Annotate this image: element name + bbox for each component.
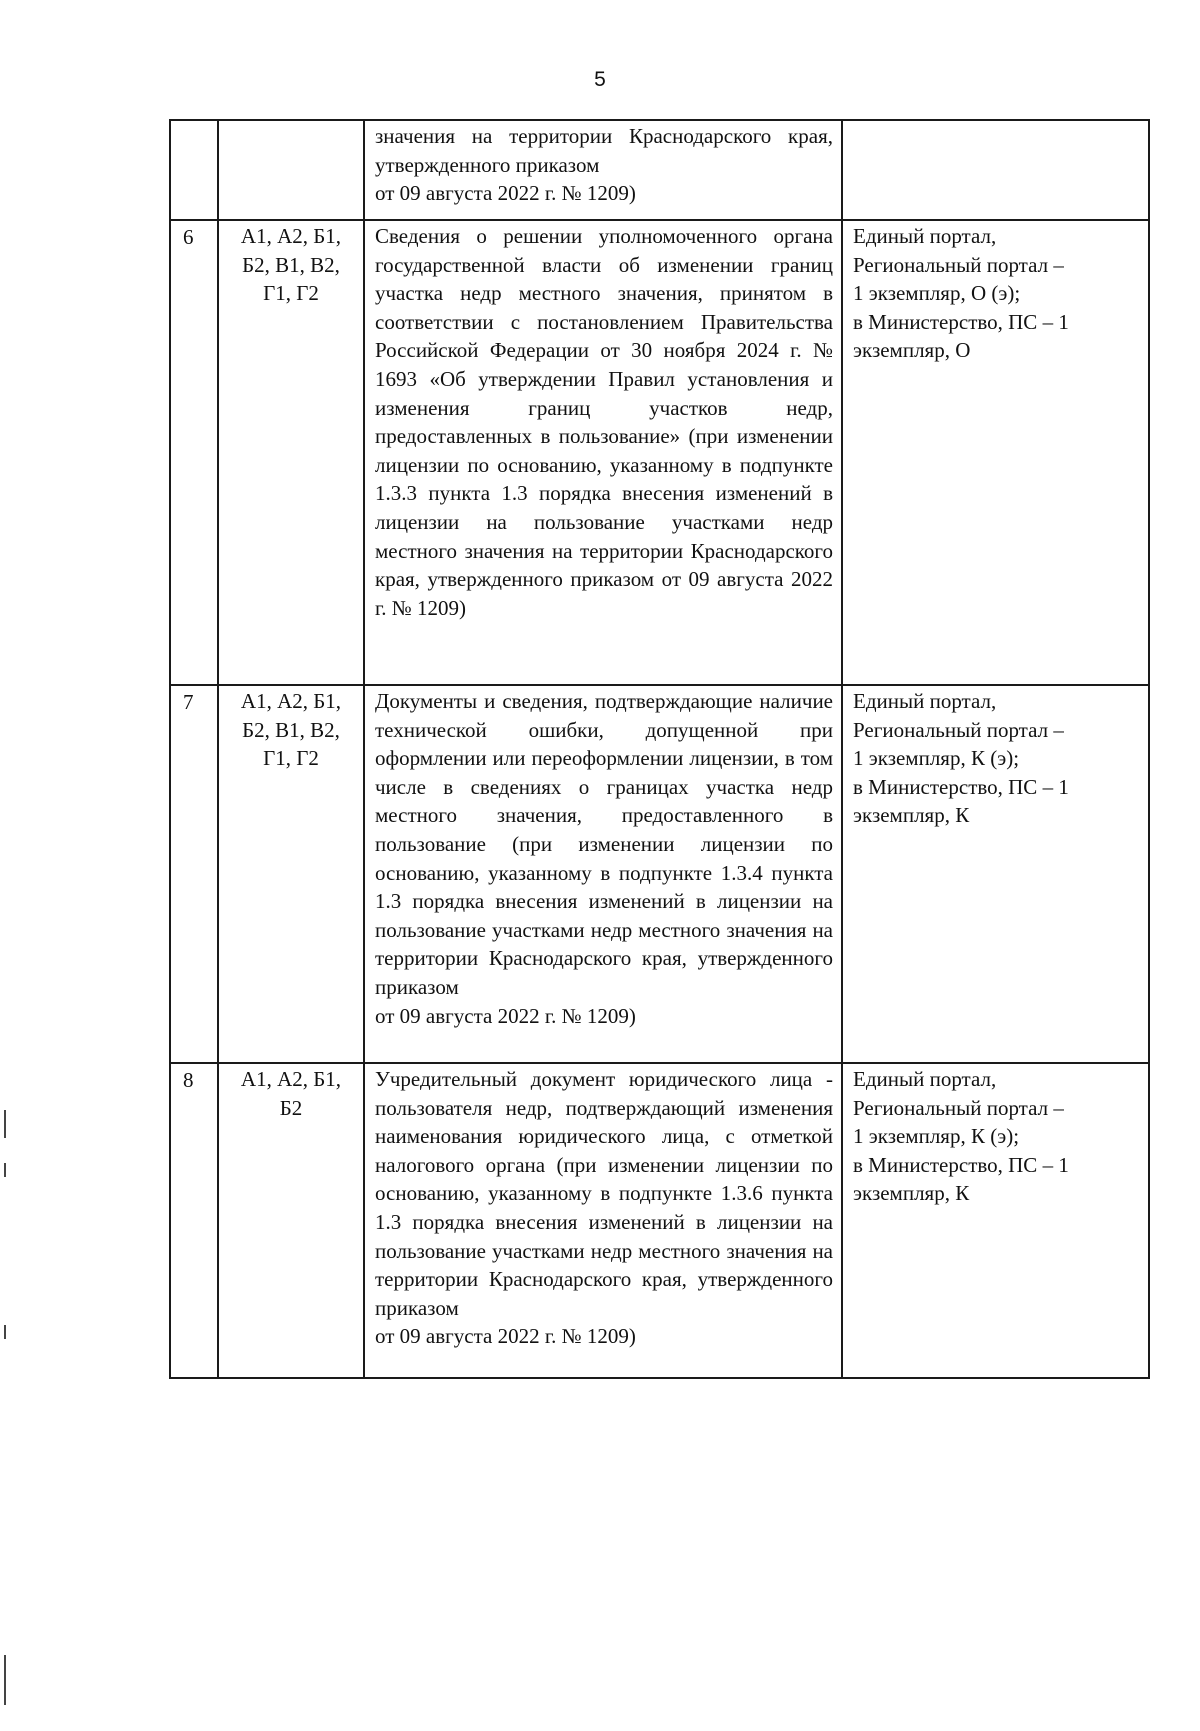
applicant-code-line: Г1, Г2 [263,746,319,771]
scan-margin-mark [4,1655,6,1705]
row-number-cell: 7 [170,685,218,1063]
scan-margin-mark [4,1110,6,1138]
submission-line: экземпляр, К [853,1181,970,1206]
document-table [169,119,1150,1379]
submission-line: Региональный портал – [853,1095,1064,1120]
table-row [170,120,1149,220]
table-body [170,120,1149,1378]
applicant-codes-cell [218,220,364,685]
table-row [170,220,1149,685]
applicant-code-line: Б2, В1, В2, [242,717,340,742]
submission-line: Единый портал, [853,1067,997,1091]
submission-line: экземпляр, О [853,338,971,363]
applicant-code-line: А1, А2, Б1, [240,1067,342,1091]
applicant-code-line: А1, А2, Б1, [240,224,342,248]
description-paragraph: Документы и сведения, подтверждающие наличие технической ошибки, допущенной при оформлении или переоформлении лицензии, в том числе в сведениях о границах участка недр местного значения, предоставленного в пользование (при изменении лицензии по основанию, указанному в подпункте 1.3.4 пункта 1.3 порядка внесения изменений в лицензии на пользование участками недр местного значения на территории Краснодарского края, утвержденного приказом [375,689,833,999]
row-number-cell: 6 [170,220,218,685]
document-description-cell [364,120,842,220]
description-paragraph: значения на территории Краснодарского края, утвержденного приказом [375,124,833,177]
submission-method-cell [842,685,1149,1063]
submission-line: Региональный портал – [853,252,1064,277]
applicant-code-line: Б2, В1, В2, [242,252,340,277]
submission-line: экземпляр, К [853,803,970,828]
submission-line: Региональный портал – [853,717,1064,742]
submission-line: 1 экземпляр, О (э); [853,281,1021,306]
submission-line: Единый портал, [853,689,997,713]
description-paragraph: от 09 августа 2022 г. № 1209) [375,1324,636,1349]
row-number-cell [170,120,218,220]
document-description-cell [364,1063,842,1378]
document-description-cell [364,220,842,685]
applicant-code-line: А1, А2, Б1, [240,689,342,713]
submission-line: Единый портал, [853,224,997,248]
table-row [170,685,1149,1063]
applicant-codes-cell [218,120,364,220]
description-paragraph: от 09 августа 2022 г. № 1209) [375,181,636,206]
submission-line: в Министерство, ПС – 1 [853,1152,1069,1177]
applicant-codes-cell [218,1063,364,1378]
submission-method-cell [842,1063,1149,1378]
scan-margin-mark [4,1163,6,1177]
row-number-cell: 8 [170,1063,218,1378]
description-paragraph: Сведения о решении уполномоченного органа государственной власти об изменении границ участка недр местного значения, принятом в соответствии с постановлением Правительства Российской Федерации от 30 ноября 2024 г. № 1693 «Об утверждении Правил установления и изменения границ участков недр, предоставленных в пользование» (при изменении лицензии по основанию, указанному в подпункте 1.3.3 пункта 1.3 порядка внесения изменений в лицензии на пользование участками недр местного значения на территории Краснодарского края, утвержденного приказом от 09 августа 2022 г. № 1209) [375,224,833,620]
submission-line: 1 экземпляр, К (э); [853,1124,1020,1149]
submission-method-cell [842,120,1149,220]
submission-line: в Министерство, ПС – 1 [853,309,1069,334]
page-number: 5 [594,68,606,91]
document-description-cell [364,685,842,1063]
submission-method-cell [842,220,1149,685]
description-paragraph: от 09 августа 2022 г. № 1209) [375,1003,636,1028]
description-paragraph: Учредительный документ юридического лица - пользователя недр, подтверждающий изменения наименования юридического лица, с отметкой налогового органа (при изменении лицензии по основанию, указанному в подпункте 1.3.6 пункта 1.3 порядка внесения изменений в лицензии на пользование участками недр местного значения на территории Краснодарского края, утвержденного приказом [375,1067,833,1320]
scan-margin-mark [4,1325,6,1339]
applicant-codes-cell [218,685,364,1063]
applicant-code-line: Г1, Г2 [263,281,319,306]
table-row [170,1063,1149,1378]
submission-line: 1 экземпляр, К (э); [853,746,1020,771]
submission-line: в Министерство, ПС – 1 [853,774,1069,799]
applicant-code-line: Б2 [279,1095,303,1120]
